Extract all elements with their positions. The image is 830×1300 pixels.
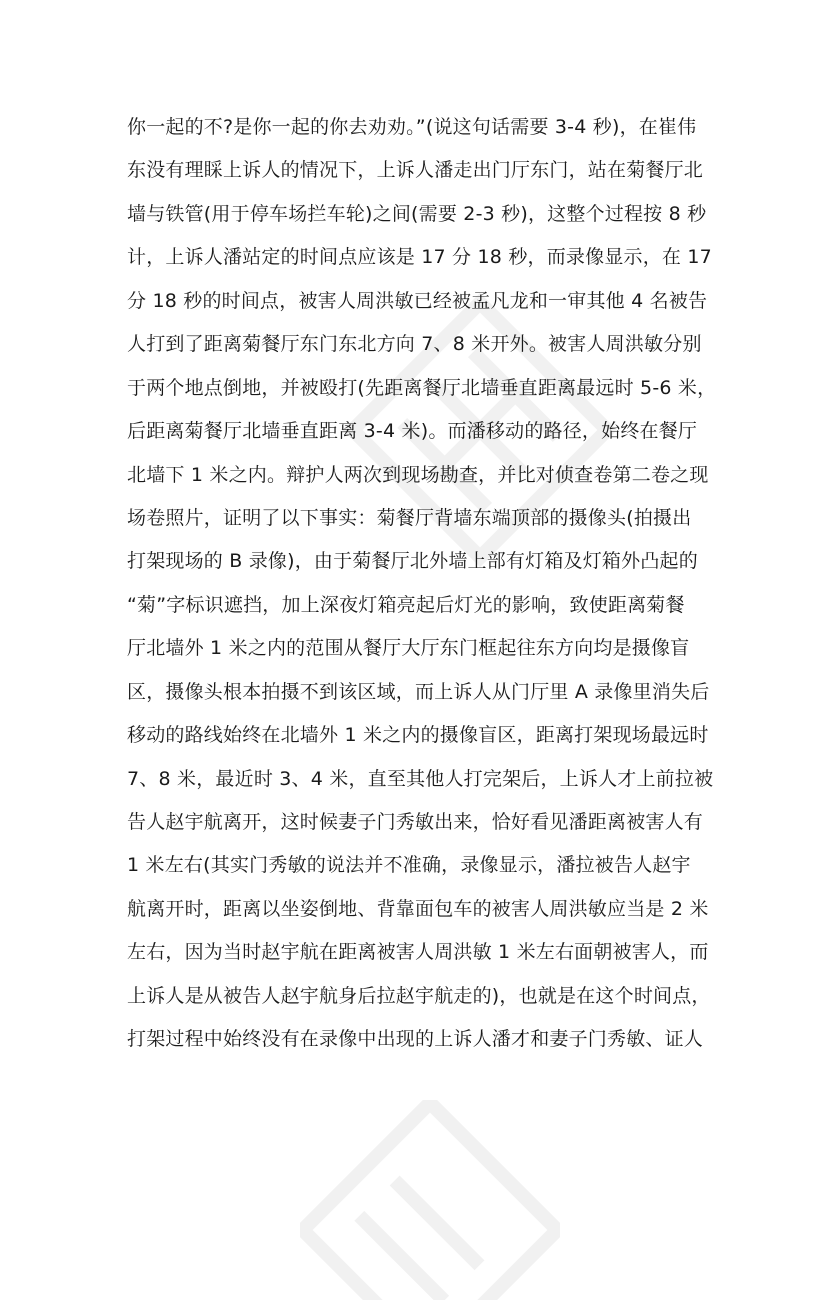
watermark-stamp-icon — [300, 1100, 560, 1300]
text-line: 打架现场的 B 录像)，由于菊餐厅北外墙上部有灯箱及灯箱外凸起的 — [127, 550, 698, 573]
text-line: 区，摄像头根本拍摄不到该区域，而上诉人从门厅里 A 录像里消失后 — [127, 680, 710, 703]
text-line: 7、8 米，最近时 3、4 米，直至其他人打完架后，上诉人才上前拉被 — [127, 767, 714, 790]
text-line: 人打到了距离菊餐厅东门东北方向 7、8 米开外。被害人周洪敏分别 — [127, 333, 702, 356]
text-line: 告人赵宇航离开，这时候妻子门秀敏出来，恰好看见潘距离被害人有 — [127, 811, 704, 833]
text-line: 厅北墙外 1 米之内的范围从餐厅大厅东门框起往东方向均是摄像盲 — [127, 637, 690, 660]
text-line: 北墙下 1 米之内。辩护人两次到现场勘查，并比对侦查卷第二卷之现 — [127, 463, 709, 486]
body-text — [127, 106, 717, 1062]
text-line: 打架过程中始终没有在录像中出现的上诉人潘才和妻子门秀敏、证人 — [127, 1028, 704, 1051]
text-line: 墙与铁管(用于停车场拦车轮)之间(需要 2-3 秒)，这整个过程按 8 秒 — [127, 202, 707, 225]
text-line: 场卷照片，证明了以下事实：菊餐厅背墙东端顶部的摄像头(拍摄出 — [127, 506, 692, 529]
text-line: 左右，因为当时赵宇航在距离被害人周洪敏 1 米左右面朝被害人，而 — [127, 941, 709, 964]
text-line: 计，上诉人潘站定的时间点应该是 17 分 18 秒，而录像显示，在 17 — [127, 246, 712, 269]
text-line: 东没有理睬上诉人的情况下，上诉人潘走出门厅东门，站在菊餐厅北 — [127, 159, 704, 182]
text-line: “菊”字标识遮挡，加上深夜灯箱亮起后灯光的影响，致使距离菊餐 — [127, 593, 685, 616]
text-line: 你一起的不?是你一起的你去劝劝。”(说这句话需要 3-4 秒)，在崔伟 — [127, 116, 697, 138]
text-line: 移动的路线始终在北墙外 1 米之内的摄像盲区，距离打架现场最远时 — [127, 724, 709, 747]
text-line: 分 18 秒的时间点，被害人周洪敏已经被孟凡龙和一审其他 4 名被告 — [127, 289, 708, 312]
text-line: 航离开时，距离以坐姿倒地、背靠面包车的被害人周洪敏应当是 2 米 — [127, 897, 709, 920]
text-line: 1 米左右(其实门秀敏的说法并不准确，录像显示，潘拉被告人赵宇 — [127, 854, 691, 877]
text-line: 后距离菊餐厅北墙垂直距离 3-4 米)。而潘移动的路径，始终在餐厅 — [127, 420, 698, 443]
text-line: 于两个地点倒地，并被殴打(先距离餐厅北墙垂直距离最远时 5-6 米， — [127, 376, 717, 399]
text-line: 上诉人是从被告人赵宇航身后拉赵宇航走的)，也就是在这个时间点， — [127, 984, 711, 1007]
